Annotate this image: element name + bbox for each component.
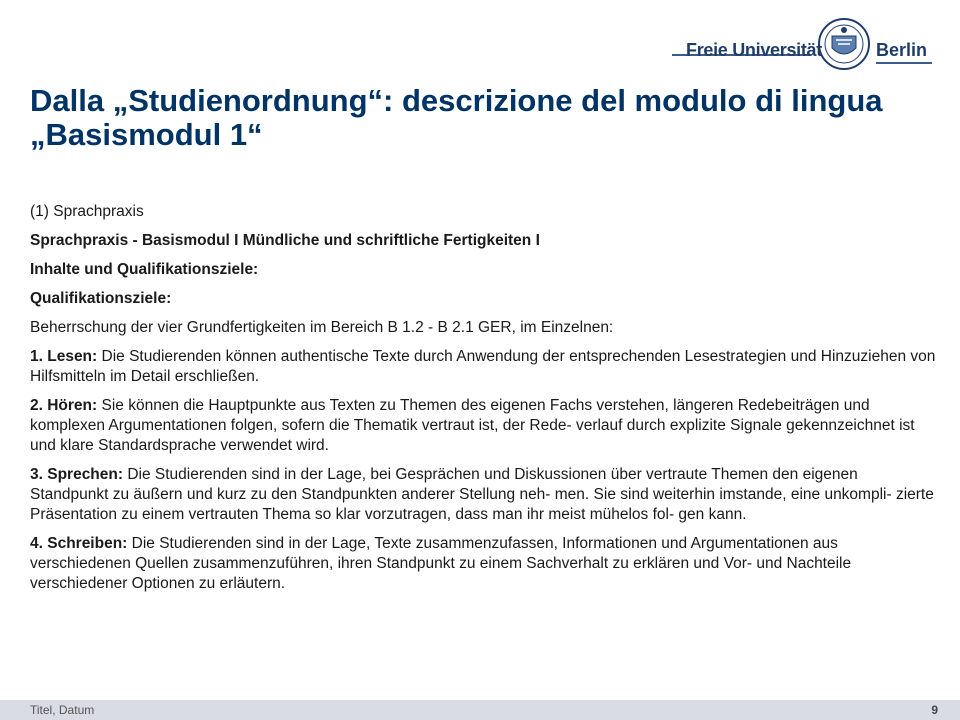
- skill-label: 1. Lesen:: [30, 348, 98, 365]
- page-number: 9: [931, 703, 938, 717]
- section-heading: (1) Sprachpraxis: [30, 203, 144, 220]
- skill-text: Die Studierenden sind in der Lage, Texte zusammenzufassen, Informationen und Argumentationen aus verschiedenen Quellen zusammenzuführen, ihren Standpunkt zu einem Sachverhalt zu erklären und Vor- und Nachteile verschiedener Optionen zu erläutern.: [30, 535, 852, 592]
- contents-heading: Inhalte und Qualifikationsziele:: [30, 261, 259, 278]
- footer-bar: [0, 700, 960, 720]
- slide-content: [30, 202, 940, 603]
- logo-text-berlin: Berlin: [876, 40, 928, 60]
- skill-item-sprechen: [30, 465, 940, 525]
- intro-sentence: Beherrschung der vier Grundfertigkeiten im Bereich B 1.2 - B 2.1 GER, im Einzelnen:: [30, 319, 614, 336]
- slide-title: Dalla „Studienordnung“: descrizione del modulo di lingua „Basismodul 1“: [30, 83, 883, 152]
- skill-item-lesen: [30, 347, 940, 387]
- qualification-heading: Qualifikationsziele:: [30, 290, 172, 307]
- university-logo: [672, 10, 932, 80]
- skill-label: 4. Schreiben:: [30, 535, 128, 552]
- skill-text: Sie können die Hauptpunkte aus Texten zu Themen des eigenen Fachs verstehen, längeren Redebeiträgen und komplexen Argumentationen folgen, sofern die Thematik vertraut ist, der Rede- verlauf durch explizite Signale gekennzeichnet ist und klare Standardsprache verwendet wird.: [30, 397, 915, 454]
- university-seal-icon: [818, 10, 870, 80]
- module-title: Sprachpraxis - Basismodul I Mündliche und schriftliche Fertigkeiten I: [30, 232, 540, 249]
- logo-text-freie-universitaet: Freie Universität: [686, 40, 822, 60]
- logo-rule-right: [876, 62, 932, 64]
- skill-label: 3. Sprechen:: [30, 466, 124, 483]
- skill-label: 2. Hören:: [30, 397, 98, 414]
- footer-title-date: Titel, Datum: [30, 703, 95, 717]
- skill-text: Die Studierenden sind in der Lage, bei Gesprächen und Diskussionen über vertraute Themen den eigenen Standpunkt zu äußern und kurz zu den Standpunkten anderer Stellung neh- men. Sie sind weiterhin imstande, eine unkompli- zierte Präsentation zu einem vertrauten Thema so klar vorzutragen, dass man ihr meist mühelos fol- gen kann.: [30, 466, 934, 523]
- skill-text: Die Studierenden können authentische Texte durch Anwendung der entsprechenden Lesestrategien und Hinzuziehen von Hilfsmitteln im Detail erschließen.: [30, 348, 936, 385]
- skill-item-hoeren: [30, 396, 940, 456]
- skill-item-schreiben: [30, 534, 940, 594]
